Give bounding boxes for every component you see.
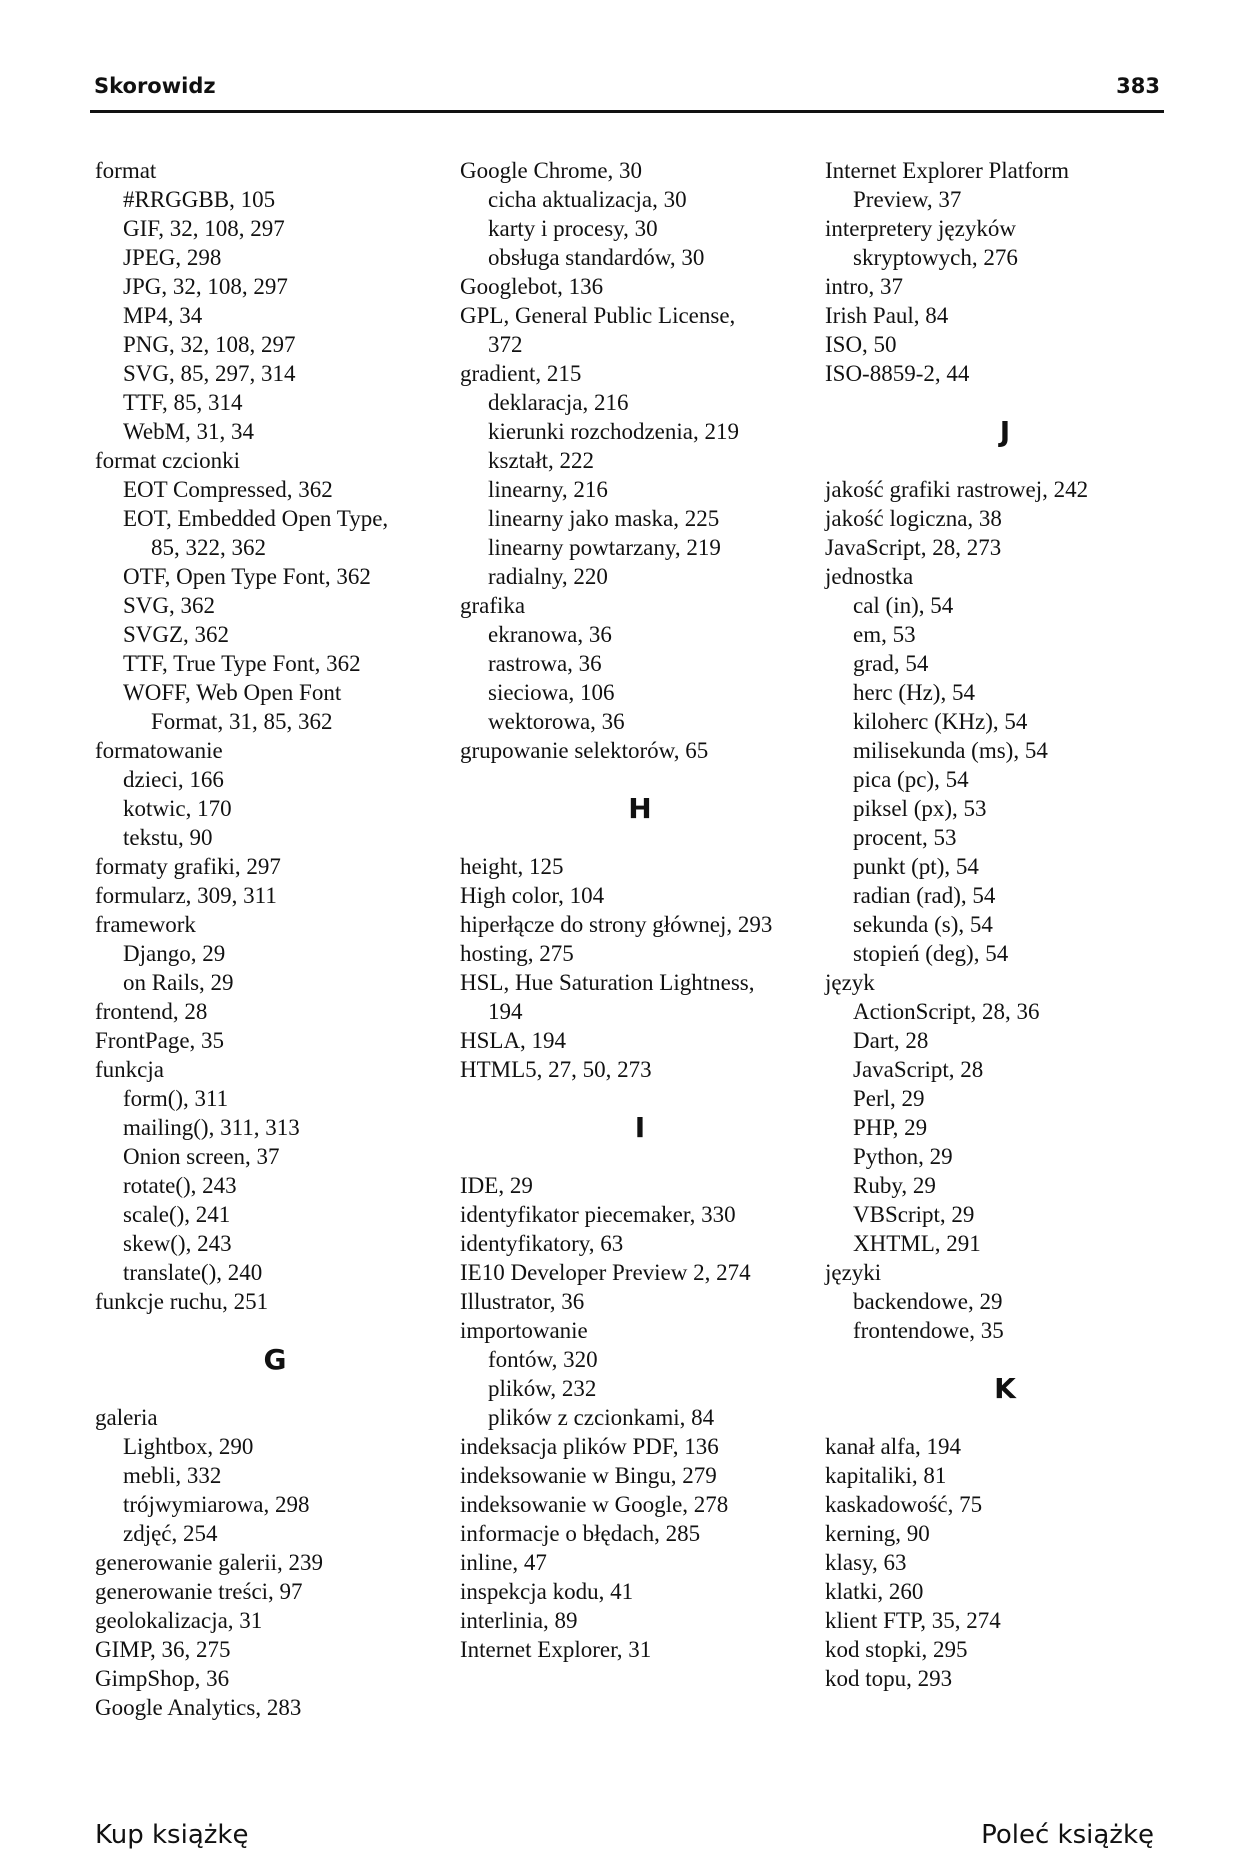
index-subentry: MP4, 34 xyxy=(123,303,203,328)
index-subentry: TTF, True Type Font, 362 xyxy=(123,651,361,676)
index-subentry: WebM, 31, 34 xyxy=(123,419,255,444)
index-subentry: wektorowa, 36 xyxy=(488,709,625,734)
index-entry: generowanie treści, 97 xyxy=(95,1579,303,1604)
index-subentry: em, 53 xyxy=(853,622,916,647)
index-subentry: milisekunda (ms), 54 xyxy=(853,738,1048,763)
section-letter: I xyxy=(634,1111,646,1144)
section-spacer xyxy=(460,1142,820,1171)
index-subentry: kształt, 222 xyxy=(488,448,595,473)
index-subentry: Onion screen, 37 xyxy=(123,1144,280,1169)
index-entry: klient FTP, 35, 274 xyxy=(825,1608,1001,1633)
index-subentry: skryptowych, 276 xyxy=(853,245,1018,270)
index-subentry: PHP, 29 xyxy=(853,1115,928,1140)
section-letter: J xyxy=(999,415,1011,448)
index-entry: klatki, 260 xyxy=(825,1579,924,1604)
index-subentry: linearny, 216 xyxy=(488,477,608,502)
index-subentry: zdjęć, 254 xyxy=(123,1521,218,1546)
index-subentry: EOT, Embedded Open Type, xyxy=(123,506,389,531)
index-subentry: WOFF, Web Open Font xyxy=(123,680,342,705)
index-entry: ISO-8859-2, 44 xyxy=(825,361,970,386)
index-subentry: rastrowa, 36 xyxy=(488,651,602,676)
index-subentry: sieciowa, 106 xyxy=(488,680,615,705)
index-entry: importowanie xyxy=(460,1318,588,1343)
index-entry: jakość logiczna, 38 xyxy=(825,506,1002,531)
index-subentry: XHTML, 291 xyxy=(853,1231,981,1256)
index-entry: gradient, 215 xyxy=(460,361,582,386)
index-subentry: ActionScript, 28, 36 xyxy=(853,999,1040,1024)
index-entry: informacje o błędach, 285 xyxy=(460,1521,701,1546)
index-entry: grupowanie selektorów, 65 xyxy=(460,738,709,763)
index-subentry: cal (in), 54 xyxy=(853,593,954,618)
index-entry: identyfikatory, 63 xyxy=(460,1231,624,1256)
index-entry: intro, 37 xyxy=(825,274,903,299)
index-subentry: kotwic, 170 xyxy=(123,796,232,821)
index-entry: klasy, 63 xyxy=(825,1550,907,1575)
index-entry: Google Chrome, 30 xyxy=(460,158,643,183)
index-entry: język xyxy=(825,970,875,995)
index-entry: Internet Explorer Platform xyxy=(825,158,1069,183)
index-column-1 xyxy=(95,156,455,1722)
index-entry: kod topu, 293 xyxy=(825,1666,953,1691)
index-subentry: OTF, Open Type Font, 362 xyxy=(123,564,371,589)
index-subentry: Django, 29 xyxy=(123,941,226,966)
index-subentry: scale(), 241 xyxy=(123,1202,231,1227)
index-subentry: procent, 53 xyxy=(853,825,957,850)
index-subentry: punkt (pt), 54 xyxy=(853,854,979,879)
index-entry: kerning, 90 xyxy=(825,1521,930,1546)
index-subentry: EOT Compressed, 362 xyxy=(123,477,333,502)
index-entry: HSL, Hue Saturation Lightness, xyxy=(460,970,755,995)
index-subentry: radialny, 220 xyxy=(488,564,608,589)
index-subentry: pica (pc), 54 xyxy=(853,767,969,792)
index-subentry: 372 xyxy=(488,332,523,357)
index-subentry: JavaScript, 28 xyxy=(853,1057,984,1082)
index-entry: framework xyxy=(95,912,196,937)
index-subentry: tekstu, 90 xyxy=(123,825,213,850)
index-entry: funkcje ruchu, 251 xyxy=(95,1289,269,1314)
index-entry: galeria xyxy=(95,1405,158,1430)
index-entry: identyfikator piecemaker, 330 xyxy=(460,1202,736,1227)
buy-book-link[interactable]: Kup książkę xyxy=(95,1820,249,1850)
index-entry: indeksowanie w Google, 278 xyxy=(460,1492,729,1517)
index-subentry: plików, 232 xyxy=(488,1376,597,1401)
section-spacer xyxy=(825,446,1185,475)
page-number: 383 xyxy=(1116,74,1160,98)
index-subentry-continuation: Format, 31, 85, 362 xyxy=(151,709,333,734)
index-entry: inspekcja kodu, 41 xyxy=(460,1579,634,1604)
section-letter: G xyxy=(263,1343,287,1376)
index-subentry: form(), 311 xyxy=(123,1086,229,1111)
index-entry: indeksowanie w Bingu, 279 xyxy=(460,1463,717,1488)
index-entry: grafika xyxy=(460,593,526,618)
index-entry: inline, 47 xyxy=(460,1550,547,1575)
index-subentry: 194 xyxy=(488,999,523,1024)
index-entry: interpretery języków xyxy=(825,216,1016,241)
index-subentry: Ruby, 29 xyxy=(853,1173,936,1198)
section-spacer xyxy=(95,1316,455,1345)
index-entry: FrontPage, 35 xyxy=(95,1028,225,1053)
index-entry: hiperłącze do strony głównej, 293 xyxy=(460,912,773,937)
index-entry: formaty grafiki, 297 xyxy=(95,854,281,879)
index-subentry: translate(), 240 xyxy=(123,1260,263,1285)
section-spacer xyxy=(460,823,820,852)
index-subentry: stopień (deg), 54 xyxy=(853,941,1009,966)
index-subentry: VBScript, 29 xyxy=(853,1202,975,1227)
index-subentry: mebli, 332 xyxy=(123,1463,222,1488)
section-spacer xyxy=(460,765,820,794)
index-entry: IDE, 29 xyxy=(460,1173,533,1198)
index-column-2 xyxy=(460,156,820,1664)
index-entry: format czcionki xyxy=(95,448,240,473)
section-spacer xyxy=(95,1374,455,1403)
recommend-book-link[interactable]: Poleć książkę xyxy=(981,1820,1154,1850)
index-subentry: kierunki rozchodzenia, 219 xyxy=(488,419,739,444)
index-entry: ISO, 50 xyxy=(825,332,897,357)
index-entry: interlinia, 89 xyxy=(460,1608,578,1633)
index-subentry: backendowe, 29 xyxy=(853,1289,1003,1314)
index-subentry: grad, 54 xyxy=(853,651,929,676)
index-subentry: fontów, 320 xyxy=(488,1347,598,1372)
index-subentry: piksel (px), 53 xyxy=(853,796,987,821)
index-subentry: #RRGGBB, 105 xyxy=(123,187,276,212)
index-subentry: PNG, 32, 108, 297 xyxy=(123,332,296,357)
index-subentry-continuation: 85, 322, 362 xyxy=(151,535,266,560)
index-subentry: mailing(), 311, 313 xyxy=(123,1115,300,1140)
index-subentry: SVGZ, 362 xyxy=(123,622,230,647)
index-entry: geolokalizacja, 31 xyxy=(95,1608,263,1633)
index-entry: Irish Paul, 84 xyxy=(825,303,949,328)
section-letter: H xyxy=(628,792,652,825)
index-subentry: Perl, 29 xyxy=(853,1086,925,1111)
index-subentry: Preview, 37 xyxy=(853,187,962,212)
index-entry: height, 125 xyxy=(460,854,564,879)
index-subentry: deklaracja, 216 xyxy=(488,390,629,415)
running-head-title: Skorowidz xyxy=(94,74,216,98)
index-subentry: karty i procesy, 30 xyxy=(488,216,658,241)
index-subentry: frontendowe, 35 xyxy=(853,1318,1004,1343)
index-subentry: kiloherc (KHz), 54 xyxy=(853,709,1028,734)
index-subentry: TTF, 85, 314 xyxy=(123,390,243,415)
index-subentry: skew(), 243 xyxy=(123,1231,232,1256)
index-subentry: dzieci, 166 xyxy=(123,767,224,792)
index-subentry: GIF, 32, 108, 297 xyxy=(123,216,285,241)
index-subentry: herc (Hz), 54 xyxy=(853,680,975,705)
index-subentry: plików z czcionkami, 84 xyxy=(488,1405,715,1430)
page-header xyxy=(90,64,1164,113)
index-entry: Googlebot, 136 xyxy=(460,274,604,299)
index-entry: Google Analytics, 283 xyxy=(95,1695,302,1720)
index-entry: frontend, 28 xyxy=(95,999,208,1024)
section-letter: K xyxy=(994,1372,1016,1405)
index-entry: Internet Explorer, 31 xyxy=(460,1637,652,1662)
index-entry: JavaScript, 28, 273 xyxy=(825,535,1002,560)
index-column-3 xyxy=(825,156,1185,1693)
index-entry: High color, 104 xyxy=(460,883,605,908)
index-subentry: linearny powtarzany, 219 xyxy=(488,535,721,560)
section-spacer xyxy=(825,1345,1185,1374)
index-subentry: radian (rad), 54 xyxy=(853,883,996,908)
section-spacer xyxy=(460,1084,820,1113)
index-entry: jakość grafiki rastrowej, 242 xyxy=(825,477,1089,502)
index-subentry: obsługa standardów, 30 xyxy=(488,245,705,270)
index-entry: GIMP, 36, 275 xyxy=(95,1637,231,1662)
index-entry: indeksacja plików PDF, 136 xyxy=(460,1434,719,1459)
index-entry: GPL, General Public License, xyxy=(460,303,736,328)
index-subentry: Lightbox, 290 xyxy=(123,1434,254,1459)
index-entry: kod stopki, 295 xyxy=(825,1637,968,1662)
index-entry: HSLA, 194 xyxy=(460,1028,567,1053)
index-subentry: JPG, 32, 108, 297 xyxy=(123,274,288,299)
index-entry: hosting, 275 xyxy=(460,941,574,966)
index-subentry: linearny jako maska, 225 xyxy=(488,506,720,531)
index-subentry: cicha aktualizacja, 30 xyxy=(488,187,687,212)
index-entry: formatowanie xyxy=(95,738,223,763)
index-subentry: Dart, 28 xyxy=(853,1028,929,1053)
index-entry: kanał alfa, 194 xyxy=(825,1434,962,1459)
index-entry: języki xyxy=(825,1260,882,1285)
index-entry: formularz, 309, 311 xyxy=(95,883,277,908)
index-subentry: ekranowa, 36 xyxy=(488,622,612,647)
index-entry: IE10 Developer Preview 2, 274 xyxy=(460,1260,751,1285)
index-entry: generowanie galerii, 239 xyxy=(95,1550,323,1575)
index-subentry: rotate(), 243 xyxy=(123,1173,237,1198)
index-entry: format xyxy=(95,158,157,183)
index-subentry: on Rails, 29 xyxy=(123,970,234,995)
index-entry: HTML5, 27, 50, 273 xyxy=(460,1057,652,1082)
section-spacer xyxy=(825,388,1185,417)
index-subentry: SVG, 362 xyxy=(123,593,216,618)
index-subentry: trójwymiarowa, 298 xyxy=(123,1492,310,1517)
index-entry: kaskadowość, 75 xyxy=(825,1492,983,1517)
index-subentry: Python, 29 xyxy=(853,1144,953,1169)
index-subentry: JPEG, 298 xyxy=(123,245,222,270)
index-entry: funkcja xyxy=(95,1057,164,1082)
index-entry: jednostka xyxy=(825,564,914,589)
index-entry: GimpShop, 36 xyxy=(95,1666,230,1691)
index-entry: Illustrator, 36 xyxy=(460,1289,585,1314)
index-subentry: SVG, 85, 297, 314 xyxy=(123,361,296,386)
index-entry: kapitaliki, 81 xyxy=(825,1463,947,1488)
index-subentry: sekunda (s), 54 xyxy=(853,912,993,937)
section-spacer xyxy=(825,1403,1185,1432)
